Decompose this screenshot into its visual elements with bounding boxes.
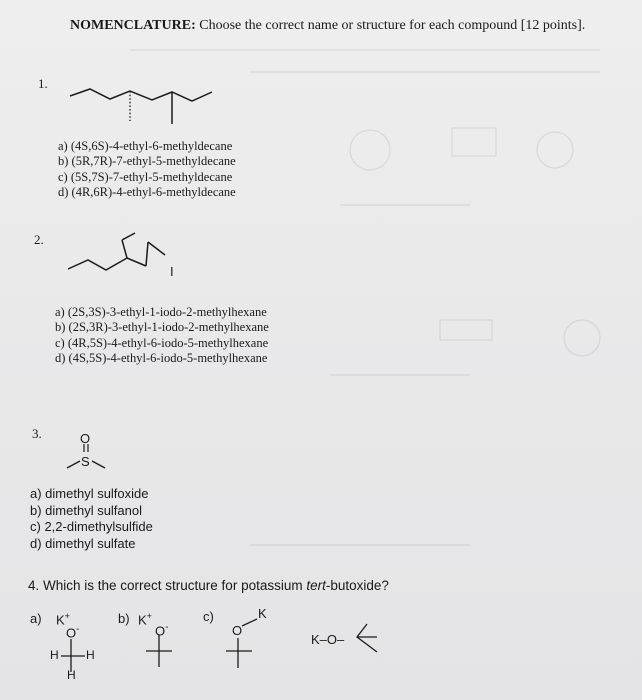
q4-a-h-left: H	[50, 648, 59, 662]
q1-option-a[interactable]: a) (4S,6S)-4-ethyl-6-methyldecane	[58, 139, 233, 153]
q3-option-b[interactable]: b) dimethyl sulfanol	[30, 502, 142, 518]
q3-option-d[interactable]: d) dimethyl sulfate	[30, 535, 136, 551]
q4-b-minus: -	[165, 622, 169, 633]
q2-option-c[interactable]: c) (4R,5S)-4-ethyl-6-iodo-5-methylhexane	[55, 335, 269, 350]
q4-b-structure	[140, 632, 184, 672]
q4-a-minus: -	[76, 624, 80, 635]
q1-option-b[interactable]: b) (5R,7R)-7-ethyl-5-methyldecane	[58, 154, 236, 169]
q4-d-structure	[345, 622, 385, 658]
title-label: NOMENCLATURE:	[70, 18, 196, 33]
q2-option-b[interactable]: b) (2S,3R)-3-ethyl-1-iodo-2-methylhexane	[55, 320, 269, 335]
question-3-number: 3.	[32, 426, 42, 441]
q4-a-k: K	[56, 612, 65, 628]
page-title	[70, 18, 585, 34]
q4-a-plus: +	[64, 611, 70, 621]
q4-prompt-end: -butoxide?	[325, 578, 389, 593]
q4-b-plus: +	[146, 611, 152, 621]
q2-option-a[interactable]: a) (2S,3S)-3-ethyl-1-iodo-2-methylhexane	[55, 305, 267, 319]
q4-prompt-italic: tert	[306, 578, 326, 593]
title-instructions: Choose the correct name or structure for each compound [12 points].	[195, 18, 586, 33]
q4-b-o: O	[155, 623, 166, 639]
q3-option-a[interactable]: a) dimethyl sulfoxide	[30, 486, 149, 501]
q4-option-b-label[interactable]: b)	[118, 611, 130, 626]
q3-option-c[interactable]: c) 2,2-dimethylsulfide	[30, 519, 153, 535]
question-4-prompt	[28, 578, 389, 593]
q4-a-h-right: H	[86, 648, 95, 662]
q1-option-c[interactable]: c) (5S,7S)-7-ethyl-5-methyldecane	[58, 169, 233, 184]
q4-a-h-bottom: H	[67, 668, 76, 682]
question-1-options	[58, 139, 236, 201]
question-2-number: 2.	[34, 232, 44, 247]
q4-a-o: O	[66, 625, 77, 641]
q4-prompt-start: 4. Which is the correct structure for potassium	[28, 578, 307, 593]
question-2-options	[55, 305, 269, 367]
q3-oxygen-atom: O	[80, 431, 91, 446]
q2-option-d[interactable]: d) (4S,5S)-4-ethyl-6-iodo-5-methylhexane	[55, 351, 268, 366]
question-3-options	[30, 486, 153, 552]
q4-d-formula[interactable]: K–O–	[311, 632, 345, 647]
q1-option-d[interactable]: d) (4R,6R)-4-ethyl-6-methyldecane	[58, 185, 236, 200]
q4-option-c-label[interactable]: c)	[203, 609, 214, 624]
q4-b-potassium	[138, 611, 152, 627]
q2-iodo-atom: I	[170, 264, 174, 279]
q4-c-structure	[222, 614, 272, 672]
question-1-number: 1.	[38, 76, 48, 91]
question-2-structure	[60, 228, 200, 288]
q4-c-oxygen: O	[232, 623, 243, 638]
q3-sulfur-atom: S	[81, 454, 90, 469]
q4-option-a-label[interactable]: a)	[30, 611, 42, 626]
q4-b-k: K	[138, 612, 147, 628]
q4-c-potassium: K	[258, 606, 267, 621]
